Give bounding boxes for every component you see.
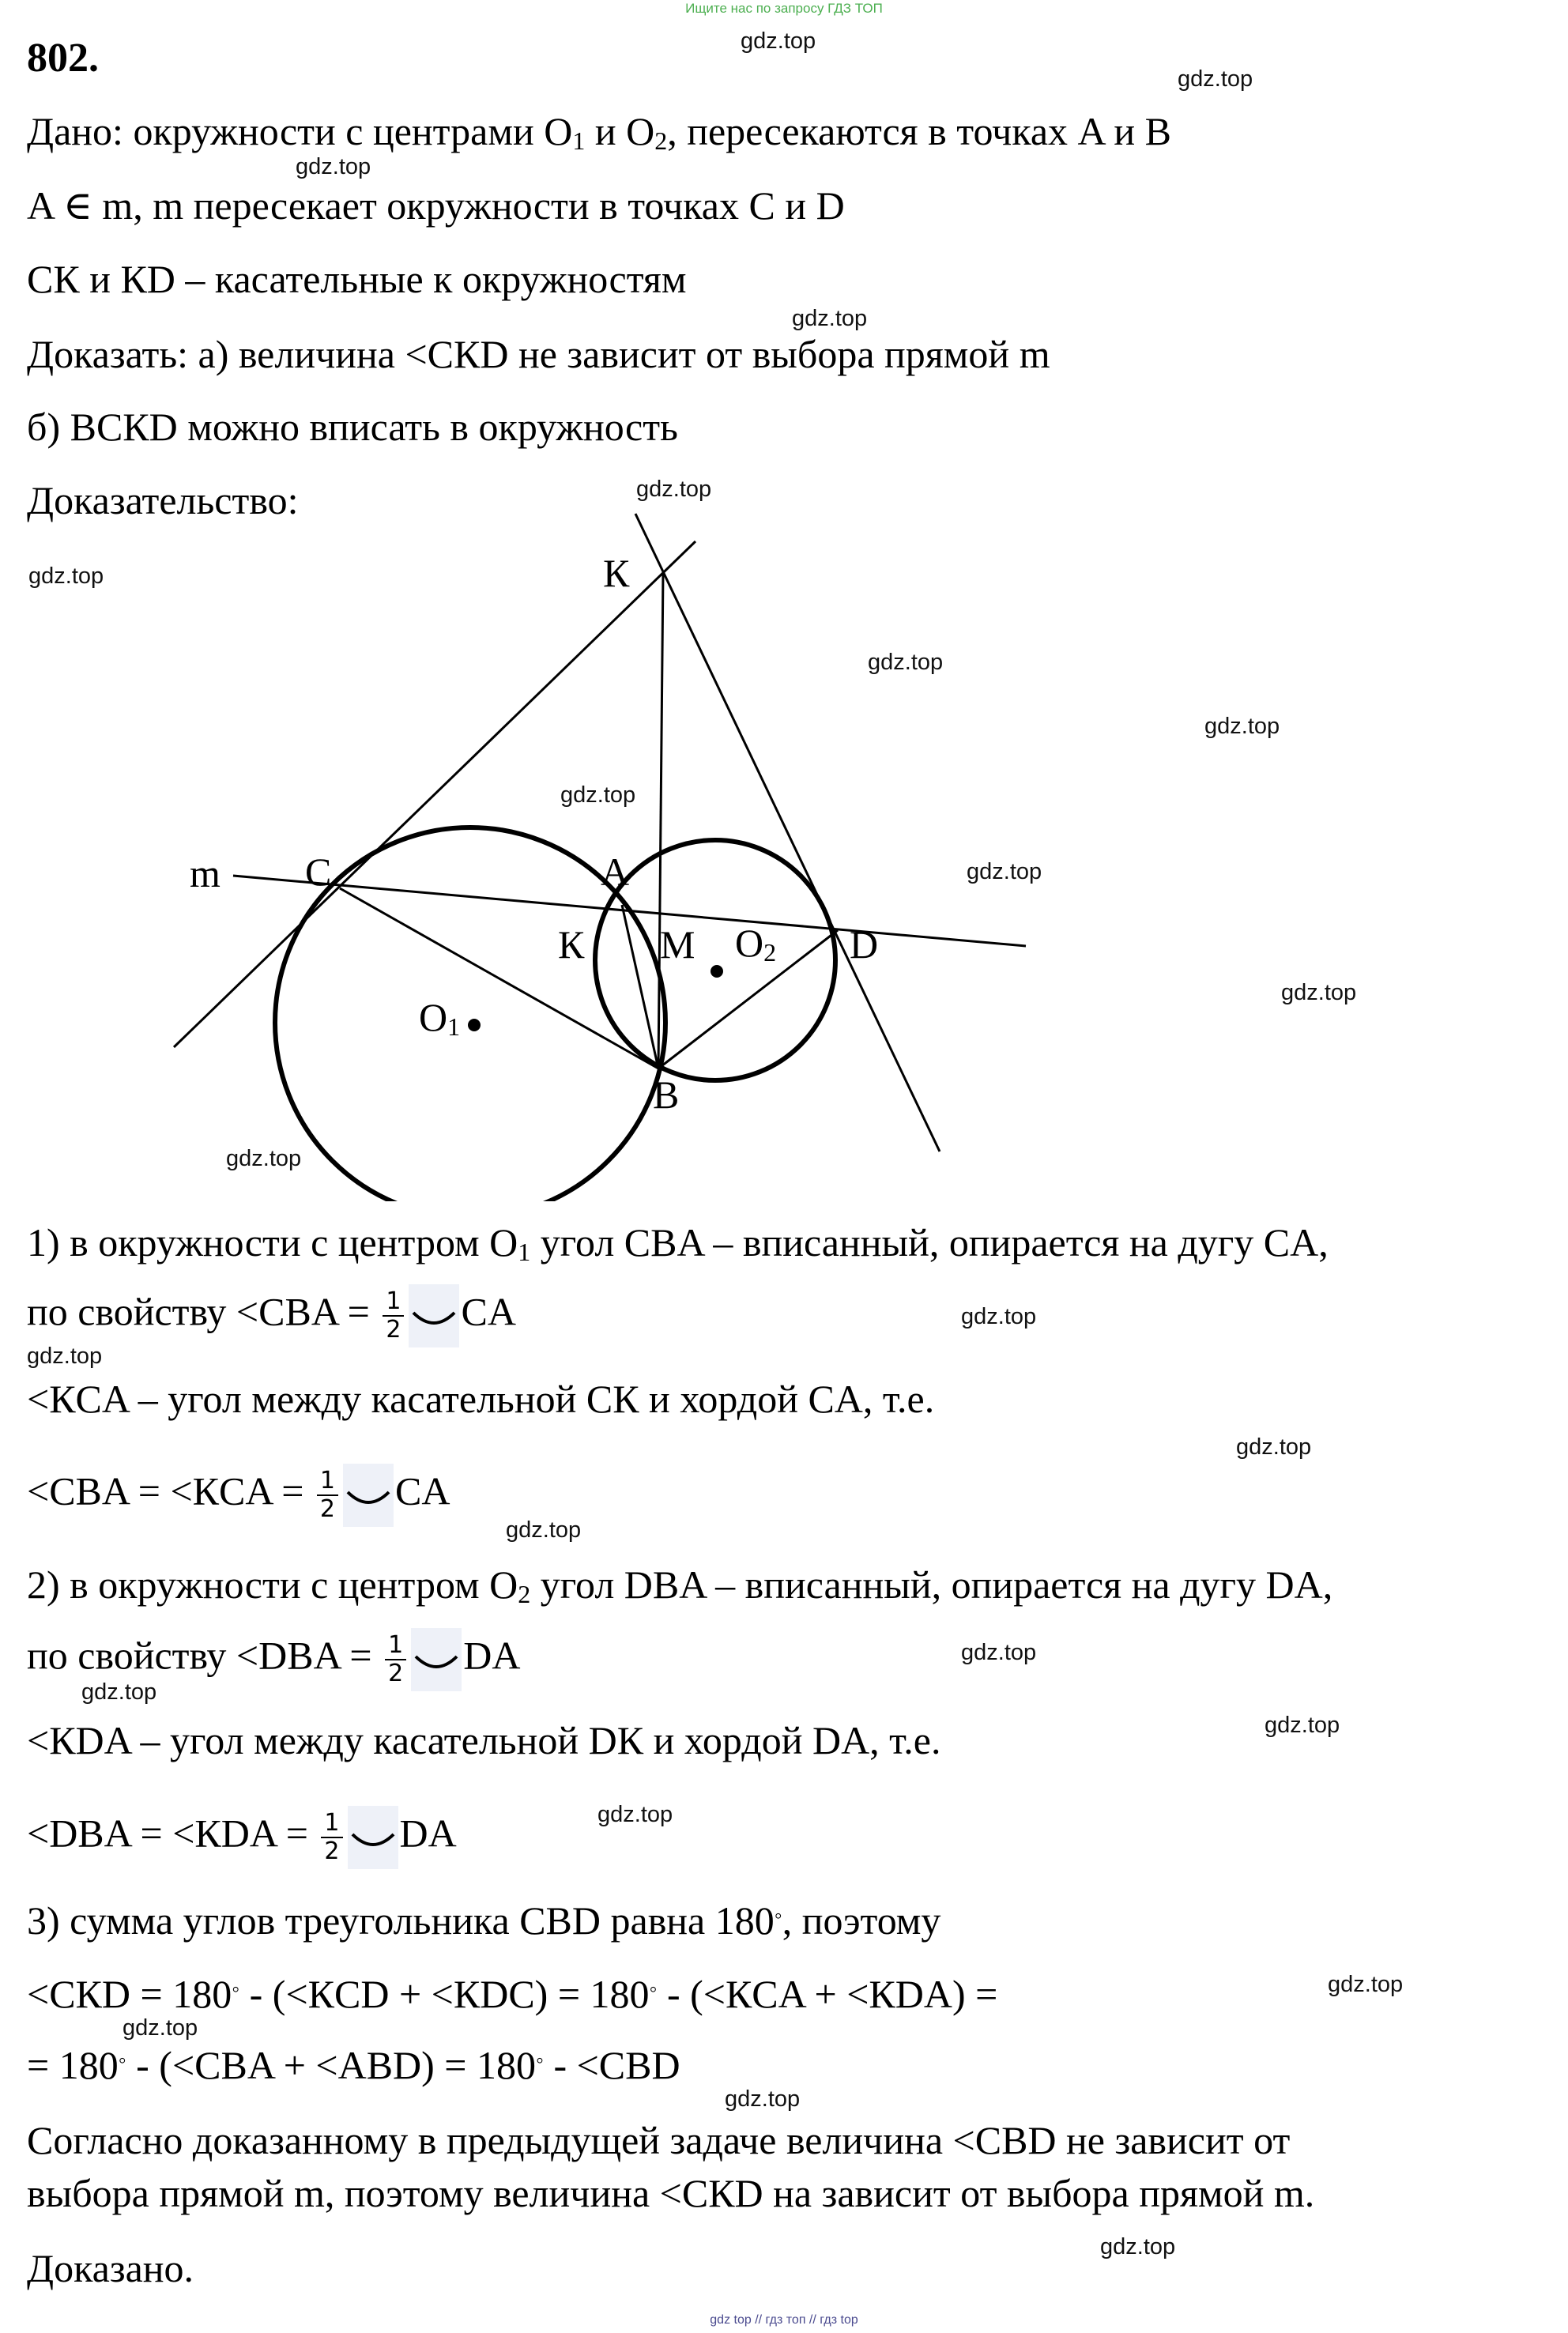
watermark: gdz.top bbox=[506, 1517, 582, 1543]
watermark: gdz.top bbox=[1328, 1972, 1404, 1997]
watermark: gdz.top bbox=[725, 2086, 801, 2112]
label-c: C bbox=[305, 850, 332, 894]
step3-line2: <CКD = 180◦ - (<КCD + <КDC) = 180◦ - (<КCA + <КDA) = bbox=[27, 1972, 998, 2016]
watermark: gdz.top bbox=[1178, 66, 1253, 92]
label-k-top: К bbox=[603, 551, 630, 595]
watermark: gdz.top bbox=[741, 28, 816, 54]
watermark: gdz.top bbox=[1204, 714, 1280, 739]
center-o1-dot bbox=[468, 1019, 481, 1031]
watermark: gdz.top bbox=[81, 1679, 157, 1705]
watermark: gdz.top bbox=[961, 1304, 1037, 1329]
proof-heading: Доказательство: bbox=[27, 478, 299, 522]
watermark: gdz.top bbox=[961, 1640, 1037, 1665]
conclusion: Доказано. bbox=[27, 2246, 194, 2290]
step3-line3: = 180◦ - (<CBA + <ABD) = 180◦ - <CBD bbox=[27, 2043, 680, 2087]
tangent-ck bbox=[174, 541, 695, 1047]
step2-line4: <DBA = <КDA = $\frac{1}{2}$ DA bbox=[27, 1806, 457, 1869]
watermark: gdz.top bbox=[1265, 1713, 1340, 1738]
prove-line-b: б) BCКD можно вписать в окружность bbox=[27, 405, 678, 449]
given-line-3: CК и КD – касательные к окружностям bbox=[27, 257, 687, 301]
step2-line1: 2) в окружности с центром $O_2$ угол DBA – вписанный, опирается на дугу DA, bbox=[27, 1562, 1333, 1608]
given-line-2: A ∈ m, m пересекает окружности в точках C и D bbox=[27, 183, 845, 228]
step1-line2: по свойству <CBA = $\frac{1}{2}$ CA bbox=[27, 1284, 516, 1347]
step2-line3: <КDA – угол между касательной DК и хордой DA, т.е. bbox=[27, 1718, 941, 1762]
fraction-half: $\frac{1}{2}$ bbox=[321, 1810, 342, 1865]
watermark: gdz.top bbox=[868, 650, 944, 675]
arc-icon bbox=[348, 1806, 398, 1869]
top-banner: Ищите нас по запросу ГДЗ ТОП bbox=[685, 1, 883, 16]
label-m: m bbox=[190, 851, 220, 895]
watermark: gdz.top bbox=[1100, 2234, 1176, 2260]
problem-number: 802. bbox=[27, 36, 99, 81]
fraction-half: $\frac{1}{2}$ bbox=[385, 1632, 406, 1687]
watermark: gdz.top bbox=[560, 782, 636, 808]
watermark: gdz.top bbox=[28, 563, 104, 589]
step3-line1: 3) сумма углов треугольника CBD равна 180◦, поэтому bbox=[27, 1898, 941, 1943]
label-o1: $O_1$ bbox=[419, 995, 461, 1041]
arc-icon bbox=[409, 1284, 459, 1347]
label-b: B bbox=[653, 1072, 680, 1117]
center-o2-dot bbox=[710, 965, 723, 978]
prove-line-a: Доказать: а) величина <CКD не зависит от выбора прямой m bbox=[27, 332, 1050, 376]
step3-line4: Согласно доказанному в предыдущей задаче величина <CBD не зависит от bbox=[27, 2118, 1291, 2162]
step3-line5: выбора прямой m, поэтому величина <CКD на зависит от выбора прямой m. bbox=[27, 2171, 1315, 2215]
label-d: D bbox=[850, 922, 879, 967]
label-a: A bbox=[601, 850, 630, 894]
step1-line3: <КCA – угол между касательной CК и хордой CA, т.е. bbox=[27, 1377, 935, 1421]
fraction-half: $\frac{1}{2}$ bbox=[383, 1288, 404, 1344]
watermark: gdz.top bbox=[27, 1344, 103, 1369]
arc-icon bbox=[411, 1628, 462, 1691]
watermark: gdz.top bbox=[296, 154, 371, 179]
watermark: gdz.top bbox=[967, 859, 1042, 884]
step2-line2: по свойству <DBA = $\frac{1}{2}$ DA bbox=[27, 1628, 520, 1691]
geometry-figure bbox=[0, 506, 1568, 1201]
label-m-point: M bbox=[660, 922, 695, 967]
watermark: gdz.top bbox=[122, 2015, 198, 2041]
watermark: gdz.top bbox=[226, 1146, 302, 1171]
given-line-1: Дано: окружности с центрами $O_1$ и $O_2$, пересекаются в точках A и B bbox=[27, 109, 1172, 155]
label-o2: $O_2$ bbox=[735, 921, 777, 967]
step1-line4: <CBA = <КCA = $\frac{1}{2}$ CA bbox=[27, 1464, 450, 1527]
watermark: gdz.top bbox=[597, 1802, 673, 1827]
watermark: gdz.top bbox=[1236, 1434, 1312, 1460]
fraction-half: $\frac{1}{2}$ bbox=[317, 1468, 338, 1523]
label-k-mid: К bbox=[558, 922, 585, 967]
step1-line1: 1) в окружности с центром $O_1$ угол CBA – вписанный, опирается на дугу CA, bbox=[27, 1220, 1329, 1266]
footer-links: gdz top // гдз топ // гдз top bbox=[710, 2313, 858, 2327]
arc-icon bbox=[343, 1464, 394, 1527]
watermark: gdz.top bbox=[636, 477, 712, 502]
watermark: gdz.top bbox=[792, 306, 868, 331]
watermark: gdz.top bbox=[1281, 980, 1357, 1005]
chord-cb bbox=[340, 888, 658, 1069]
